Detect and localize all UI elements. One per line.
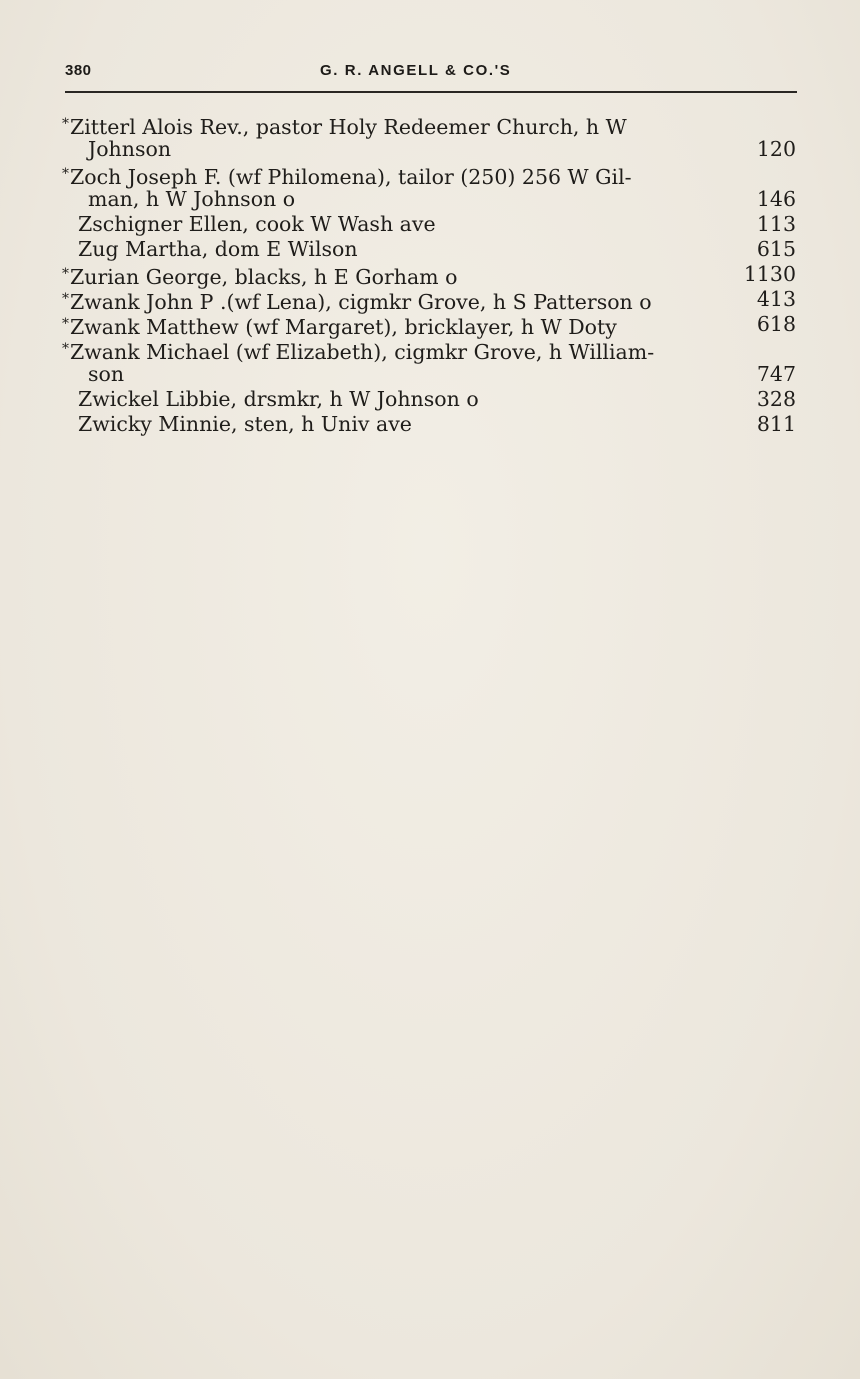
entry-continuation-line: [62, 137, 796, 162]
entry-continuation-line: [62, 187, 796, 212]
entry-line: [62, 337, 796, 362]
entry-text: Zschigner Ellen, cook W Wash ave: [78, 212, 436, 236]
entry-text: Zwank John P .(wf Lena), cigmkr Grove, h S Patterson o: [70, 290, 652, 314]
page-header: [65, 62, 795, 84]
entry-text: Zurian George, blacks, h E Gorham o: [70, 265, 458, 289]
entry-star-marker: *: [62, 266, 69, 282]
entry-star-marker: *: [62, 341, 69, 357]
entry-number: 413: [756, 287, 796, 311]
entry-number: 1130: [743, 262, 796, 286]
directory-entry: [62, 112, 796, 162]
entry-text: Zwicky Minnie, sten, h Univ ave: [78, 412, 412, 436]
entry-text: Zwank Michael (wf Elizabeth), cigmkr Grove, h William-: [70, 340, 655, 364]
entry-line: [62, 262, 796, 287]
page-number: 380: [65, 62, 92, 79]
header-rule: [65, 91, 797, 93]
directory-entries: [62, 112, 796, 437]
entry-text: Zoch Joseph F. (wf Philomena), tailor (250) 256 W Gil-: [70, 165, 632, 189]
entry-number: 146: [756, 187, 796, 211]
directory-entry: [62, 212, 796, 237]
entry-line: [62, 112, 796, 137]
entry-text: son: [88, 362, 125, 386]
entry-number: 120: [756, 137, 796, 161]
entry-text: Zwickel Libbie, drsmkr, h W Johnson o: [78, 387, 479, 411]
directory-entry: [62, 162, 796, 212]
entry-line: [62, 212, 796, 237]
entry-star-marker: *: [62, 116, 69, 132]
entry-text: man, h W Johnson o: [88, 187, 296, 211]
entry-number: 615: [756, 237, 796, 261]
entry-line: [62, 387, 796, 412]
entry-text: Zitterl Alois Rev., pastor Holy Redeemer Church, h W: [70, 115, 627, 139]
entry-star-marker: *: [62, 291, 69, 307]
directory-entry: [62, 337, 796, 387]
entry-text: Johnson: [88, 137, 172, 161]
entry-number: 113: [756, 212, 796, 236]
entry-line: [62, 162, 796, 187]
directory-entry: [62, 312, 796, 337]
entry-line: [62, 412, 796, 437]
directory-entry: [62, 237, 796, 262]
entry-number: 618: [756, 312, 796, 336]
directory-entry: [62, 412, 796, 437]
entry-continuation-line: [62, 362, 796, 387]
running-head: G. R. ANGELL & CO.'S: [320, 62, 512, 79]
entry-number: 811: [756, 412, 796, 436]
directory-entry: [62, 387, 796, 412]
entry-star-marker: *: [62, 316, 69, 332]
entry-line: [62, 287, 796, 312]
entry-line: [62, 312, 796, 337]
directory-entry: [62, 287, 796, 312]
entry-star-marker: *: [62, 166, 69, 182]
entry-number: 328: [756, 387, 796, 411]
entry-number: 747: [756, 362, 796, 386]
directory-entry: [62, 262, 796, 287]
entry-text: Zug Martha, dom E Wilson: [78, 237, 358, 261]
entry-text: Zwank Matthew (wf Margaret), bricklayer, h W Doty: [70, 315, 617, 339]
entry-line: [62, 237, 796, 262]
